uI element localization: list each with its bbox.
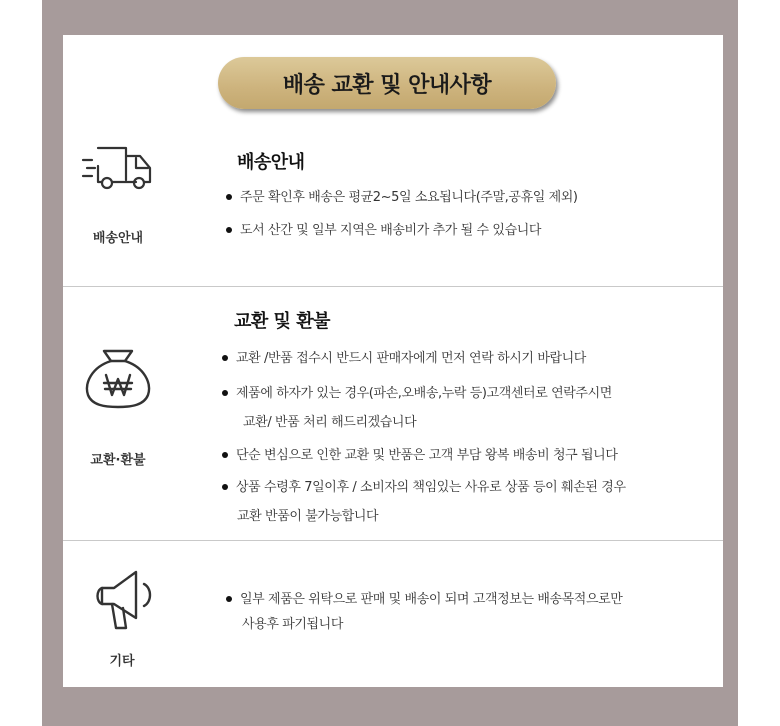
exchange-title: 교환 및 환불 xyxy=(234,311,330,332)
header-title: 배송 교환 및 안내사항 xyxy=(282,72,492,98)
section-divider xyxy=(63,286,723,287)
list-item-continuation: 교환 반품이 불가능합니다 xyxy=(237,509,379,524)
exchange-icon-label: 교환·환불 xyxy=(90,453,146,468)
truck-icon xyxy=(78,138,158,194)
list-item: 제품에 하자가 있는 경우(파손,오배송,누락 등)고객센터로 연락주시면 xyxy=(222,382,612,401)
list-item: 상품 수령후 7일이후 / 소비자의 책임있는 사유로 상품 등이 훼손된 경우 xyxy=(222,476,626,495)
shipping-title: 배송안내 xyxy=(237,152,305,173)
megaphone-icon xyxy=(92,566,164,636)
list-item: 주문 확인후 배송은 평균2~5일 소요됩니다(주말,공휴일 제외) xyxy=(226,186,578,205)
money-bag-won-icon xyxy=(80,345,156,411)
list-item: 단순 변심으로 인한 교환 및 반품은 고객 부담 왕복 배송비 청구 됩니다 xyxy=(222,444,617,463)
header-pill xyxy=(218,57,556,109)
list-item: 일부 제품은 위탁으로 판매 및 배송이 되며 고객정보는 배송목적으로만 xyxy=(226,588,622,607)
other-icon-label: 기타 xyxy=(109,654,135,669)
list-item: 도서 산간 및 일부 지역은 배송비가 추가 될 수 있습니다 xyxy=(226,219,541,238)
list-item-continuation: 교환/ 반품 처리 해드리겠습니다 xyxy=(243,415,417,430)
shipping-icon-label: 배송안내 xyxy=(92,231,144,246)
list-item-continuation: 사용후 파기됩니다 xyxy=(242,617,343,632)
list-item: 교환 /반품 접수시 반드시 판매자에게 먼저 연락 하시기 바랍니다 xyxy=(222,347,586,366)
section-divider xyxy=(63,540,723,541)
